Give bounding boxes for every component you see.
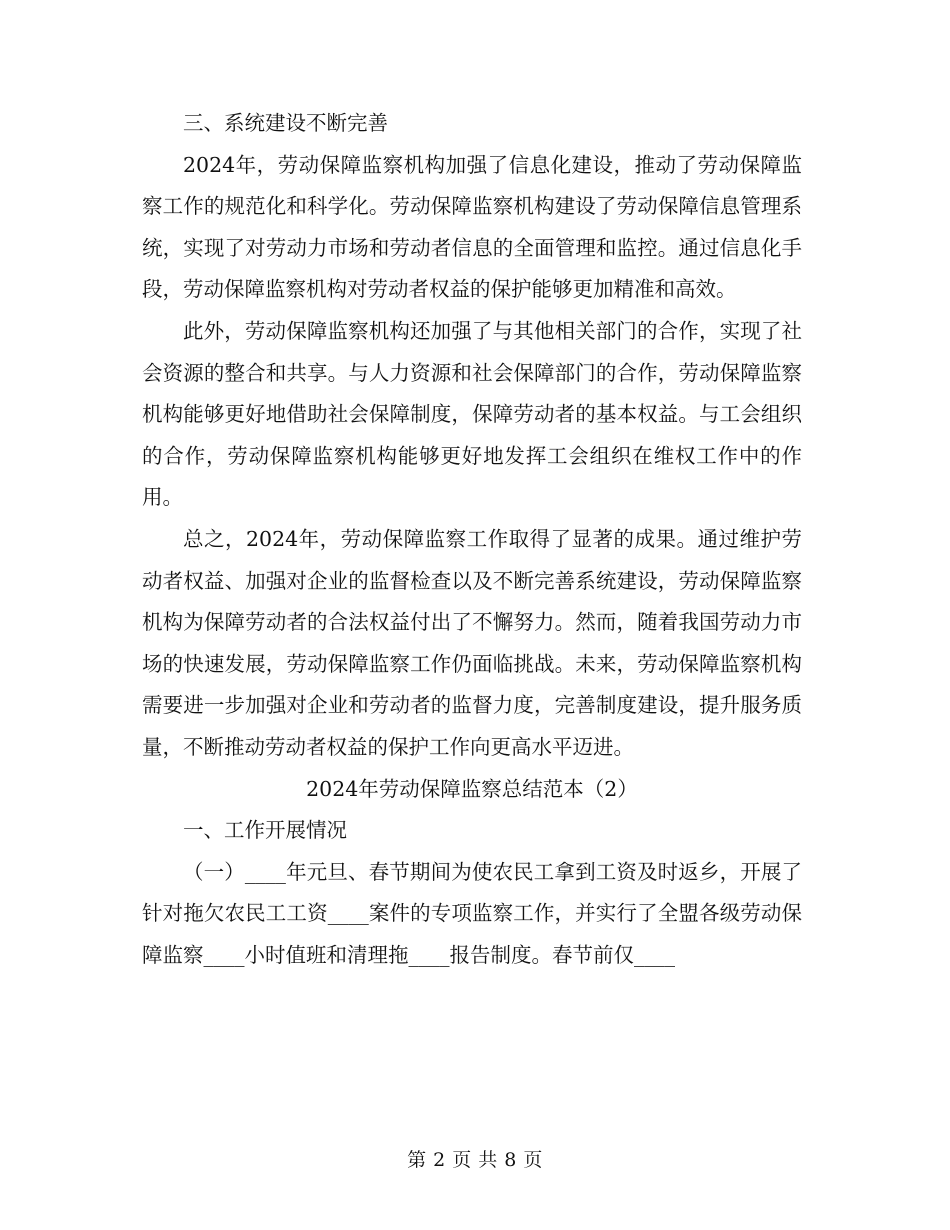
paragraph-informatization: 2024年，劳动保障监察机构加强了信息化建设，推动了劳动保障监察工作的规范化和科学化。劳动保障监察机构建设了劳动保障信息管理系统，实现了对劳动力市场和劳动者信息的全面管理和监控。通过信息化手段，劳动保障监察机构对劳动者权益的保护能够更加精准和高效。	[142, 152, 802, 302]
page-footer: 第 2 页 共 8 页	[407, 1149, 543, 1171]
document-body	[142, 103, 802, 976]
section-heading-work-progress: 一、工作开展情况	[183, 818, 347, 843]
paragraph-summary: 总之，2024年，劳动保障监察工作取得了显著的成果。通过维护劳动者权益、加强对企业的监督检查以及不断完善系统建设，劳动保障监察机构为保障劳动者的合法权益付出了不懈努力。然而，随着我国劳动力市场的快速发展，劳动保障监察工作仍面临挑战。未来，劳动保障监察机构需要进一步加强对企业和劳动者的监督力度，完善制度建设，提升服务质量，不断推动劳动者权益的保护工作向更高水平迈进。	[142, 526, 802, 759]
section-heading-system-building: 三、系统建设不断完善	[183, 111, 388, 135]
document-title-2: 2024年劳动保障监察总结范本（2）	[306, 776, 638, 801]
paragraph-wage-inspection: （一）____年元旦、春节期间为使农民工拿到工资及时返乡，开展了针对拖欠农民工工资____案件的专项监察工作，并实行了全盟各级劳动保障监察____小时值班和清理拖____报告制度。春节前仅____	[142, 859, 802, 967]
paragraph-cooperation: 此外，劳动保障监察机构还加强了与其他相关部门的合作，实现了社会资源的整合和共享。与人力资源和社会保障部门的合作，劳动保障监察机构能够更好地借助社会保障制度，保障劳动者的基本权益。与工会组织的合作，劳动保障监察机构能够更好地发挥工会组织在维权工作中的作用。	[142, 318, 802, 510]
